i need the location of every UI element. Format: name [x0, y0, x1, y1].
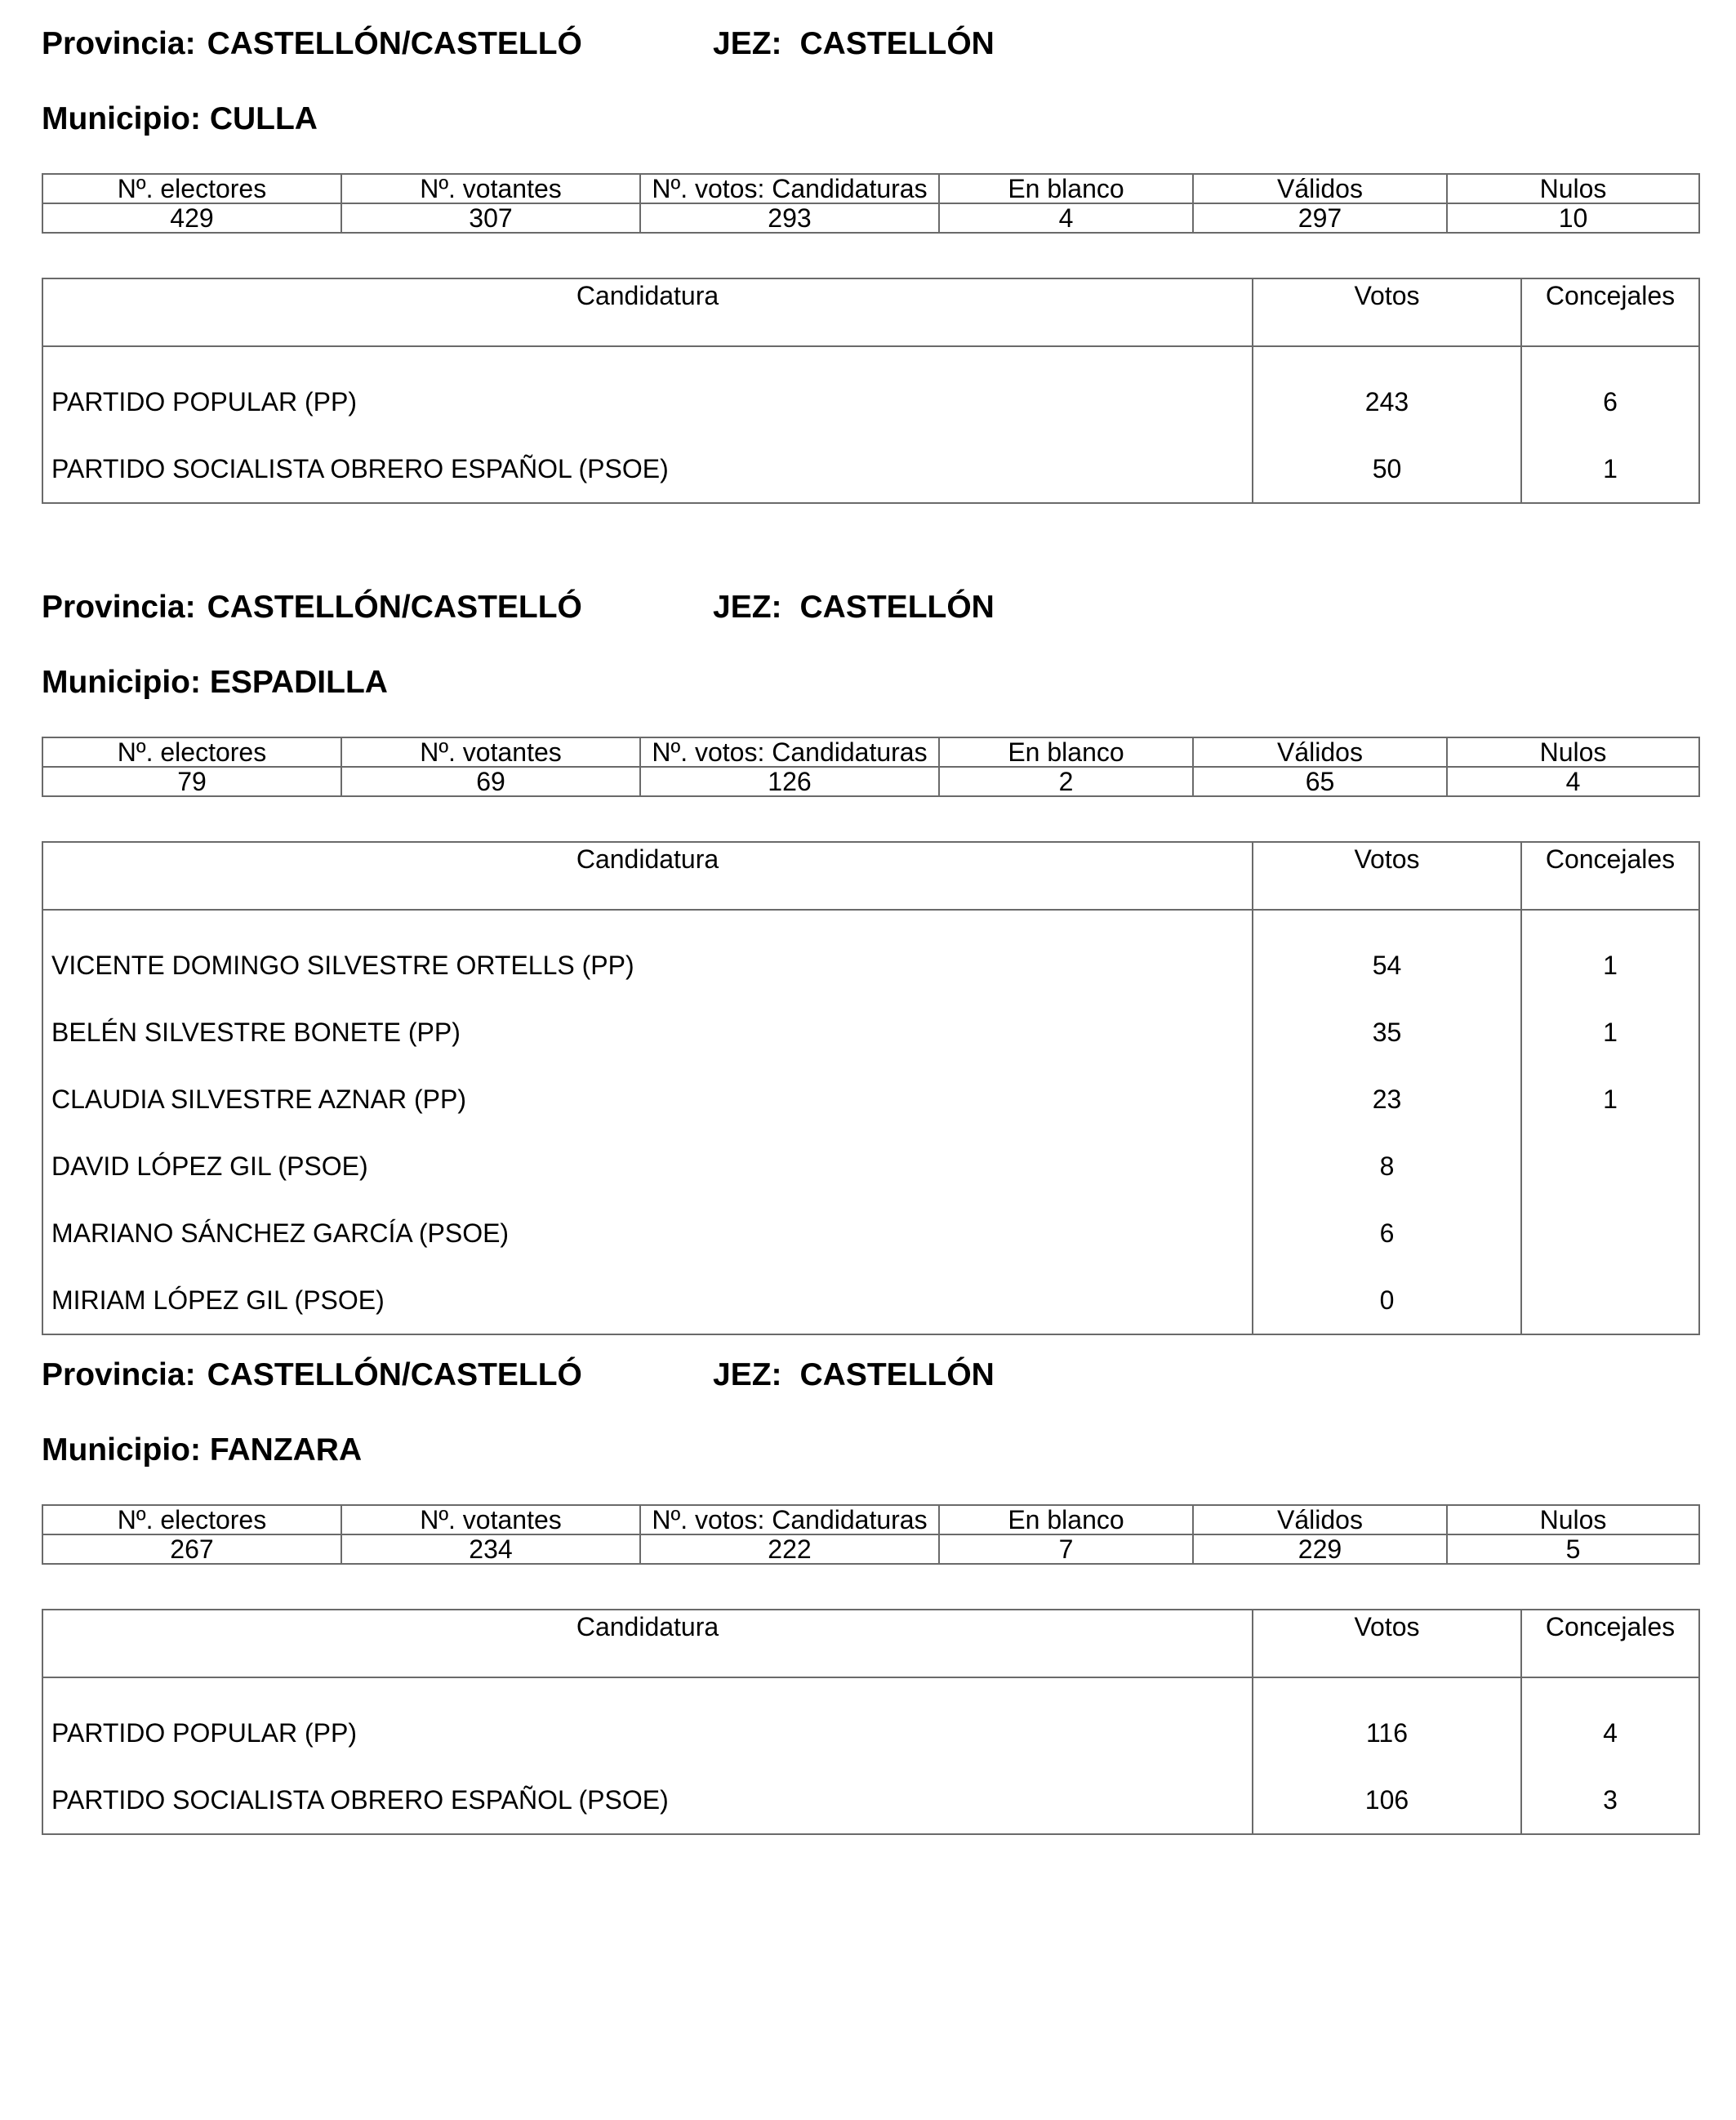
stats-value-cell: 222 — [640, 1534, 939, 1564]
provincia-label: Provincia: — [42, 590, 196, 625]
jez-line — [713, 1356, 995, 1395]
stats-value-row — [42, 767, 1699, 796]
stats-header-row — [42, 1505, 1699, 1534]
stats-value-cell: 2 — [939, 767, 1193, 796]
stats-header-row — [42, 737, 1699, 767]
concejales-header: Concejales — [1521, 278, 1699, 346]
candidate-name: DAVID LÓPEZ GIL (PSOE) — [42, 1133, 1253, 1200]
stats-value-cell: 69 — [341, 767, 640, 796]
stats-header-row — [42, 174, 1699, 203]
municipio-value: ESPADILLA — [209, 665, 388, 700]
municipio-label: Municipio: — [42, 101, 201, 136]
candidate-votos: 50 — [1253, 435, 1521, 503]
municipio-line — [42, 1431, 362, 1470]
jez-value: CASTELLÓN — [799, 1357, 995, 1392]
jez-label: JEZ: — [713, 1357, 782, 1392]
stats-header-cell: Nº. votantes — [341, 1505, 640, 1534]
stats-value-cell: 10 — [1447, 203, 1699, 233]
stats-header-cell: Nº. electores — [42, 737, 341, 767]
candidate-concejales: 3 — [1521, 1766, 1699, 1834]
jez-line — [713, 588, 995, 627]
candidate-votos: 35 — [1253, 999, 1521, 1066]
stats-table — [42, 737, 1700, 797]
candidate-name: MIRIAM LÓPEZ GIL (PSOE) — [42, 1267, 1253, 1334]
municipio-value: FANZARA — [209, 1432, 363, 1468]
municipio-line — [42, 663, 388, 702]
stats-value-cell: 4 — [1447, 767, 1699, 796]
candidate-row — [42, 1066, 1699, 1133]
candidate-row — [42, 1267, 1699, 1334]
jez-label: JEZ: — [713, 26, 782, 61]
provincia-value: CASTELLÓN/CASTELLÓ — [207, 590, 582, 625]
candidate-name: VICENTE DOMINGO SILVESTRE ORTELLS (PP) — [42, 910, 1253, 999]
stats-value-cell: 307 — [341, 203, 640, 233]
stats-value-cell: 126 — [640, 767, 939, 796]
votos-header: Votos — [1253, 1610, 1521, 1677]
candidates-header-row — [42, 1610, 1699, 1677]
candidate-name: PARTIDO POPULAR (PP) — [42, 346, 1253, 435]
candidate-row — [42, 1677, 1699, 1766]
stats-header-cell: Nulos — [1447, 174, 1699, 203]
candidatura-header: Candidatura — [42, 1610, 1253, 1677]
candidate-votos: 6 — [1253, 1200, 1521, 1267]
candidatura-header: Candidatura — [42, 278, 1253, 346]
stats-header-cell: Válidos — [1193, 737, 1447, 767]
candidate-votos: 106 — [1253, 1766, 1521, 1834]
stats-header-cell: En blanco — [939, 174, 1193, 203]
candidate-row — [42, 910, 1699, 999]
candidates-table — [42, 841, 1700, 1335]
candidate-concejales: 1 — [1521, 999, 1699, 1066]
candidate-row — [42, 1133, 1699, 1200]
stats-value-row — [42, 203, 1699, 233]
candidate-row — [42, 346, 1699, 435]
candidates-table — [42, 278, 1700, 504]
stats-header-cell: Válidos — [1193, 174, 1447, 203]
concejales-header: Concejales — [1521, 1610, 1699, 1677]
stats-header-cell: Nº. votos: Candidaturas — [640, 1505, 939, 1534]
candidate-concejales: 1 — [1521, 435, 1699, 503]
stats-header-cell: Nulos — [1447, 737, 1699, 767]
stats-header-cell: En blanco — [939, 737, 1193, 767]
candidate-row — [42, 1766, 1699, 1834]
candidate-name: PARTIDO POPULAR (PP) — [42, 1677, 1253, 1766]
stats-table — [42, 173, 1700, 234]
stats-header-cell: Nº. electores — [42, 174, 341, 203]
candidates-header-row — [42, 278, 1699, 346]
stats-header-cell: Nulos — [1447, 1505, 1699, 1534]
provincia-line — [42, 24, 738, 64]
jez-label: JEZ: — [713, 590, 782, 625]
candidate-row — [42, 1200, 1699, 1267]
concejales-header: Concejales — [1521, 842, 1699, 910]
candidate-concejales: 1 — [1521, 1066, 1699, 1133]
stats-value-row — [42, 1534, 1699, 1564]
candidate-row — [42, 435, 1699, 503]
stats-header-cell: Nº. votantes — [341, 737, 640, 767]
stats-header-cell: Nº. votantes — [341, 174, 640, 203]
stats-value-cell: 267 — [42, 1534, 341, 1564]
stats-header-cell: Nº. votos: Candidaturas — [640, 737, 939, 767]
stats-value-cell: 4 — [939, 203, 1193, 233]
stats-header-cell: Nº. votos: Candidaturas — [640, 174, 939, 203]
provincia-value: CASTELLÓN/CASTELLÓ — [207, 26, 582, 61]
jez-value: CASTELLÓN — [799, 26, 995, 61]
candidate-concejales — [1521, 1200, 1699, 1267]
candidate-concejales: 1 — [1521, 910, 1699, 999]
municipio-line — [42, 100, 318, 139]
candidate-votos: 23 — [1253, 1066, 1521, 1133]
candidate-concejales: 6 — [1521, 346, 1699, 435]
candidates-table — [42, 1609, 1700, 1835]
stats-value-cell: 297 — [1193, 203, 1447, 233]
candidatura-header: Candidatura — [42, 842, 1253, 910]
candidate-name: PARTIDO SOCIALISTA OBRERO ESPAÑOL (PSOE) — [42, 1766, 1253, 1834]
candidate-votos: 243 — [1253, 346, 1521, 435]
provincia-line — [42, 588, 738, 627]
candidate-concejales — [1521, 1267, 1699, 1334]
jez-value: CASTELLÓN — [799, 590, 995, 625]
votos-header: Votos — [1253, 842, 1521, 910]
candidate-votos: 54 — [1253, 910, 1521, 999]
candidate-name: CLAUDIA SILVESTRE AZNAR (PP) — [42, 1066, 1253, 1133]
candidate-concejales: 4 — [1521, 1677, 1699, 1766]
candidate-name: PARTIDO SOCIALISTA OBRERO ESPAÑOL (PSOE) — [42, 435, 1253, 503]
stats-header-cell: En blanco — [939, 1505, 1193, 1534]
stats-value-cell: 229 — [1193, 1534, 1447, 1564]
stats-table — [42, 1504, 1700, 1565]
provincia-label: Provincia: — [42, 26, 196, 61]
municipio-value: CULLA — [209, 101, 318, 136]
candidate-votos: 0 — [1253, 1267, 1521, 1334]
stats-value-cell: 429 — [42, 203, 341, 233]
votos-header: Votos — [1253, 278, 1521, 346]
provincia-value: CASTELLÓN/CASTELLÓ — [207, 1357, 582, 1392]
stats-value-cell: 7 — [939, 1534, 1193, 1564]
stats-value-cell: 65 — [1193, 767, 1447, 796]
candidate-votos: 8 — [1253, 1133, 1521, 1200]
stats-header-cell: Válidos — [1193, 1505, 1447, 1534]
provincia-line — [42, 1356, 738, 1395]
candidate-name: BELÉN SILVESTRE BONETE (PP) — [42, 999, 1253, 1066]
stats-value-cell: 5 — [1447, 1534, 1699, 1564]
jez-line — [713, 24, 995, 64]
candidate-name: MARIANO SÁNCHEZ GARCÍA (PSOE) — [42, 1200, 1253, 1267]
municipio-label: Municipio: — [42, 665, 201, 700]
stats-value-cell: 79 — [42, 767, 341, 796]
candidate-votos: 116 — [1253, 1677, 1521, 1766]
stats-header-cell: Nº. electores — [42, 1505, 341, 1534]
provincia-label: Provincia: — [42, 1357, 196, 1392]
stats-value-cell: 293 — [640, 203, 939, 233]
candidate-row — [42, 999, 1699, 1066]
candidate-concejales — [1521, 1133, 1699, 1200]
candidates-header-row — [42, 842, 1699, 910]
stats-value-cell: 234 — [341, 1534, 640, 1564]
municipio-label: Municipio: — [42, 1432, 201, 1468]
